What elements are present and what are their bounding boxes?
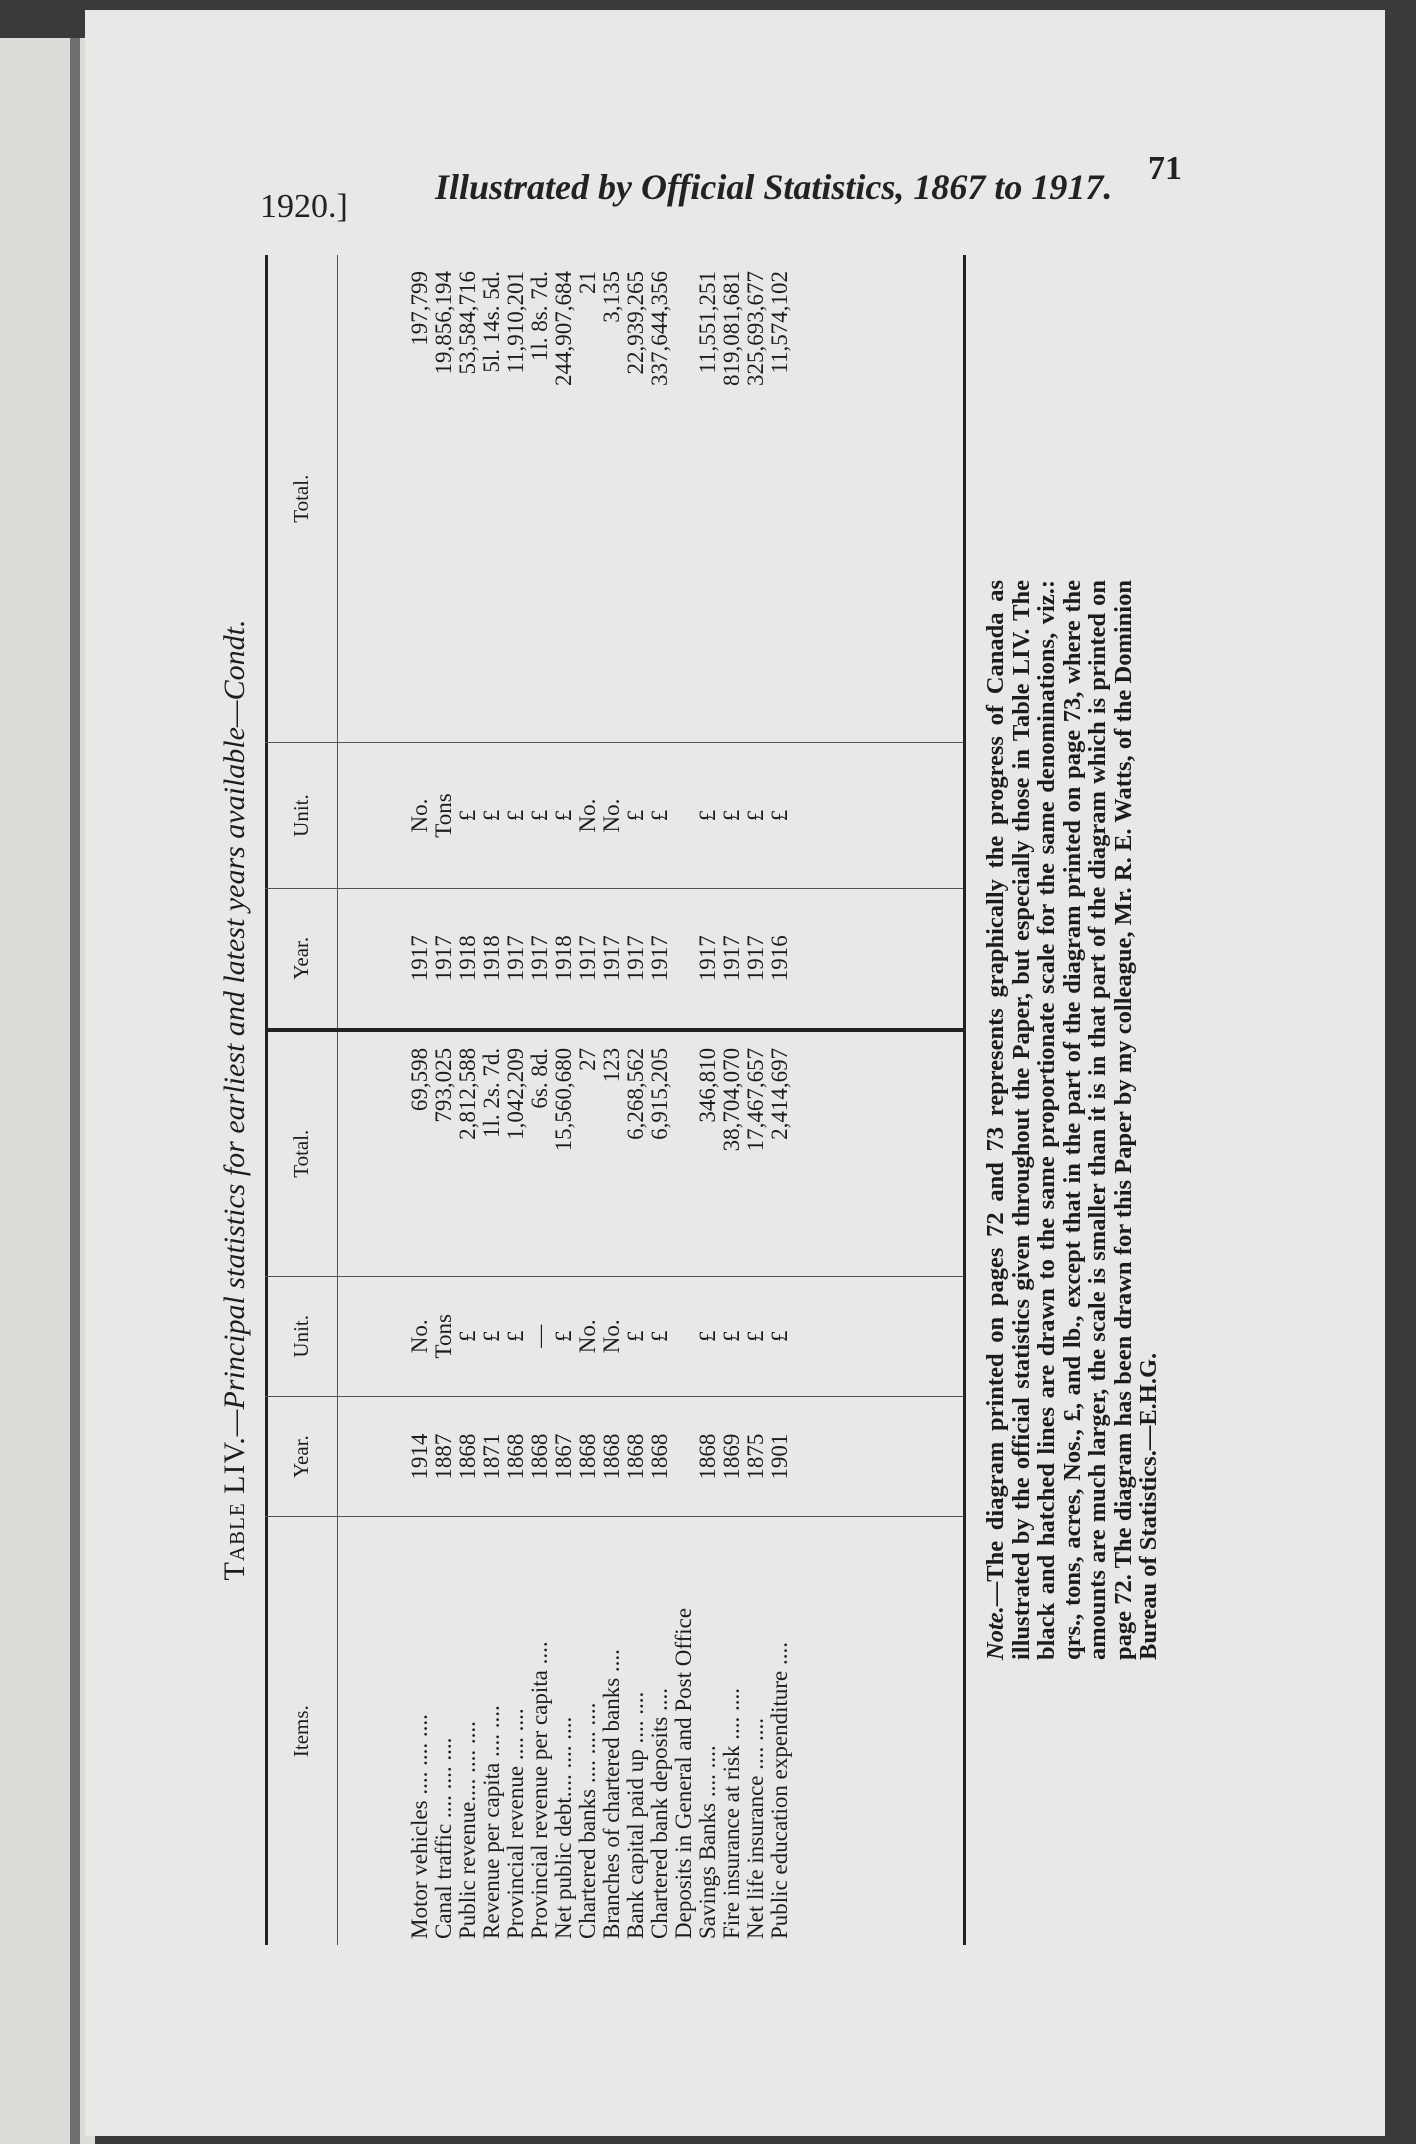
unit-earliest-column — [265, 1277, 963, 1397]
table-cell: £ — [767, 809, 792, 822]
table-cell: 6,268,562 — [623, 1047, 648, 1140]
table-cell: £ — [647, 809, 672, 822]
table-cell: 2,812,588 — [455, 1047, 480, 1140]
table-cell: Revenue per capita .... .... — [479, 1705, 504, 1939]
table-cell: £ — [479, 1330, 504, 1343]
table-caption: —Principal statistics for earliest and latest years available—Condt. — [218, 619, 251, 1437]
table-cell: £ — [719, 1330, 744, 1343]
table-cell: Deposits in General and Post Office — [671, 1607, 696, 1939]
table-cell: 1868 — [647, 1433, 672, 1480]
table-cell: £ — [527, 809, 552, 822]
table-cell: Savings Banks .... .... — [695, 1745, 720, 1939]
column-header-year-earliest: Year. — [265, 1397, 338, 1516]
year-latest-list — [338, 889, 792, 1028]
table-cell: 1917 — [647, 935, 672, 982]
table-cell: 1917 — [575, 935, 600, 982]
table-cell: 3,135 — [599, 271, 624, 323]
table-cell: 1868 — [599, 1433, 624, 1480]
statistics-table — [265, 255, 963, 1945]
table-cell: 1871 — [479, 1433, 504, 1480]
table-cell: 1917 — [503, 935, 528, 982]
table-cell: No. — [599, 1319, 624, 1354]
table-cell: 2,414,697 — [767, 1047, 792, 1140]
column-header-unit-latest: Unit. — [265, 743, 338, 887]
table-cell: 1901 — [767, 1433, 792, 1480]
table-cell: 1887 — [431, 1433, 456, 1480]
table-cell — [672, 1277, 696, 1396]
items-list — [338, 1517, 792, 1945]
table-cell: 325,693,677 — [743, 271, 768, 387]
table-cell: 337,644,356 — [647, 271, 672, 387]
table-cell: £ — [695, 809, 720, 822]
header-title: Illustrated by Official Statistics, 1867 to 1917. — [435, 167, 1113, 207]
book-spine-shadow — [70, 38, 80, 2144]
footnote — [983, 580, 1162, 1660]
table-cell: 11,910,201 — [503, 271, 528, 374]
table-cell: £ — [455, 1330, 480, 1343]
table-cell: £ — [647, 1330, 672, 1343]
left-page — [0, 38, 95, 2144]
table-cell: Tons — [431, 793, 456, 838]
table-cell: £ — [743, 809, 768, 822]
table-label: Table LIV. — [218, 1436, 251, 1581]
total-latest-column — [265, 255, 963, 743]
table-cell: No. — [407, 1319, 432, 1354]
table-cell: 793,025 — [431, 1047, 456, 1123]
table-cell: Provincial revenue per capita .... — [527, 1641, 552, 1939]
table-cell: No. — [407, 798, 432, 833]
table-cell: £ — [623, 809, 648, 822]
table-cell — [672, 743, 696, 887]
rotated-table-block — [215, 255, 1162, 1945]
table-cell: 1917 — [719, 935, 744, 982]
table-cell: 1918 — [455, 935, 480, 982]
table-cell: 1914 — [407, 1433, 432, 1480]
total-earliest-column — [265, 1032, 963, 1277]
table-cell: 1868 — [503, 1433, 528, 1480]
column-header-total-earliest: Total. — [265, 1032, 338, 1276]
unit-earliest-list — [338, 1277, 792, 1396]
note-label: Note. — [982, 1606, 1009, 1660]
column-header-year-latest: Year. — [265, 889, 338, 1028]
table-cell: £ — [551, 1330, 576, 1343]
table-cell: £ — [767, 1330, 792, 1343]
table-cell: 1l. 2s. 7d. — [479, 1047, 504, 1138]
table-cell: 819,081,681 — [719, 271, 744, 387]
table-cell — [672, 889, 696, 1028]
table-cell: Chartered banks .... .... .... — [575, 1702, 600, 1939]
table-cell: 1916 — [767, 935, 792, 982]
table-cell: £ — [695, 1330, 720, 1343]
table-cell: £ — [743, 1330, 768, 1343]
table-cell: 21 — [575, 271, 600, 295]
table-cell: 5l. 14s. 5d. — [479, 271, 504, 373]
table-cell: No. — [575, 798, 600, 833]
table-cell: 6,915,205 — [647, 1047, 672, 1140]
page-number: 71 — [1148, 150, 1182, 187]
year-earliest-list — [338, 1397, 792, 1516]
total-latest-list — [338, 255, 792, 742]
table-cell: Net public debt.... .... .... — [551, 1716, 576, 1939]
table-cell: £ — [503, 809, 528, 822]
table-title — [215, 255, 255, 1945]
table-cell: 1918 — [551, 935, 576, 982]
column-header-total-latest: Total. — [265, 255, 338, 742]
table-cell: 123 — [599, 1047, 624, 1083]
table-cell: 69,598 — [407, 1047, 432, 1112]
year-latest-column — [265, 889, 963, 1032]
table-cell: Tons — [431, 1314, 456, 1359]
table-cell: 1875 — [743, 1433, 768, 1480]
table-cell: 11,551,251 — [695, 271, 720, 374]
table-cell: 1868 — [527, 1433, 552, 1480]
table-cell: 197,799 — [407, 271, 432, 346]
table-cell: 1917 — [431, 935, 456, 982]
column-header-items: Items. — [265, 1517, 338, 1945]
note-text: —The diagram printed on pages 72 and 73 represents graphically the progress of Canada as illustrated by the official statistics given throughout the Paper, but especially those in Table LIV. The black and hatched lines are drawn to the same proportionate scale for the same denominations, viz.: qrs., tons, acres, Nos., £, and lb., except that in the part of the diagram printed on page 73, where the amounts are much larger, the scale is smaller than it is in that part of the diagram which is printed on page 72. The diagram has been drawn for this Paper by my colleague, Mr. R. E. Watts, of the Dominion Bureau of Statistics.—E.H.G. — [982, 580, 1162, 1660]
table-cell — [672, 255, 696, 742]
year-earliest-column — [265, 1397, 963, 1517]
table-cell: 1917 — [623, 935, 648, 982]
table-cell: 1917 — [695, 935, 720, 982]
items-column — [265, 1517, 963, 1945]
table-cell: 346,810 — [695, 1047, 720, 1123]
table-cell: 1917 — [527, 935, 552, 982]
table-cell: Branches of chartered banks .... — [599, 1649, 624, 1939]
table-cell: Chartered bank deposits .... — [647, 1687, 672, 1939]
table-cell: 17,467,657 — [743, 1047, 768, 1152]
table-cell: Canal traffic .... .... .... — [431, 1737, 456, 1939]
table-cell: 6s. 8d. — [527, 1047, 552, 1109]
table-cell: 1917 — [599, 935, 624, 982]
table-cell: 1867 — [551, 1433, 576, 1480]
running-header — [85, 150, 1385, 230]
table-cell: Public revenue.... .... .... — [455, 1721, 480, 1939]
table-cell: Fire insurance at risk .... .... — [719, 1687, 744, 1939]
table-cell: Bank capital paid up .... .... — [623, 1691, 648, 1939]
header-year: 1920.] — [260, 188, 348, 225]
table-cell: £ — [455, 809, 480, 822]
table-cell: £ — [551, 809, 576, 822]
table-cell: £ — [719, 809, 744, 822]
table-cell: No. — [599, 798, 624, 833]
table-cell: 19,856,194 — [431, 271, 456, 375]
table-cell: 15,560,680 — [551, 1047, 576, 1152]
total-earliest-list — [338, 1032, 792, 1276]
column-header-unit-earliest: Unit. — [265, 1277, 338, 1396]
table-cell: £ — [503, 1330, 528, 1343]
table-cell: 1,042,209 — [503, 1047, 528, 1140]
table-cell: 38,704,070 — [719, 1047, 744, 1152]
table-cell: Provincial revenue .... .... — [503, 1708, 528, 1939]
table-bottom-rule — [963, 255, 966, 1945]
table-cell: 1l. 8s. 7d. — [527, 271, 552, 362]
table-cell: Public education expenditure .... — [767, 1641, 792, 1939]
table-cell: 1917 — [743, 935, 768, 982]
unit-latest-column — [265, 743, 963, 888]
table-cell: 1868 — [623, 1433, 648, 1480]
table-cell: 1868 — [455, 1433, 480, 1480]
unit-latest-list — [338, 743, 792, 887]
table-cell: Net life insurance .... .... — [743, 1718, 768, 1939]
table-cell: 1868 — [695, 1433, 720, 1480]
table-cell: 22,939,265 — [623, 271, 648, 375]
table-cell — [672, 1032, 696, 1276]
table-cell — [672, 1397, 696, 1516]
table-cell: 11,574,102 — [767, 271, 792, 374]
table-cell: 244,907,684 — [551, 271, 576, 387]
table-cell: Motor vehicles .... .... .... — [407, 1714, 432, 1939]
table-cell: £ — [479, 809, 504, 822]
table-cell: 27 — [575, 1047, 600, 1071]
table-cell: No. — [575, 1319, 600, 1354]
table-cell: 1918 — [479, 935, 504, 982]
table-cell: — — [527, 1324, 552, 1348]
table-cell: 1869 — [719, 1433, 744, 1480]
table-cell: 53,584,716 — [455, 271, 480, 375]
table-cell: £ — [623, 1330, 648, 1343]
table-cell: 1917 — [407, 935, 432, 982]
table-cell: 1868 — [575, 1433, 600, 1480]
